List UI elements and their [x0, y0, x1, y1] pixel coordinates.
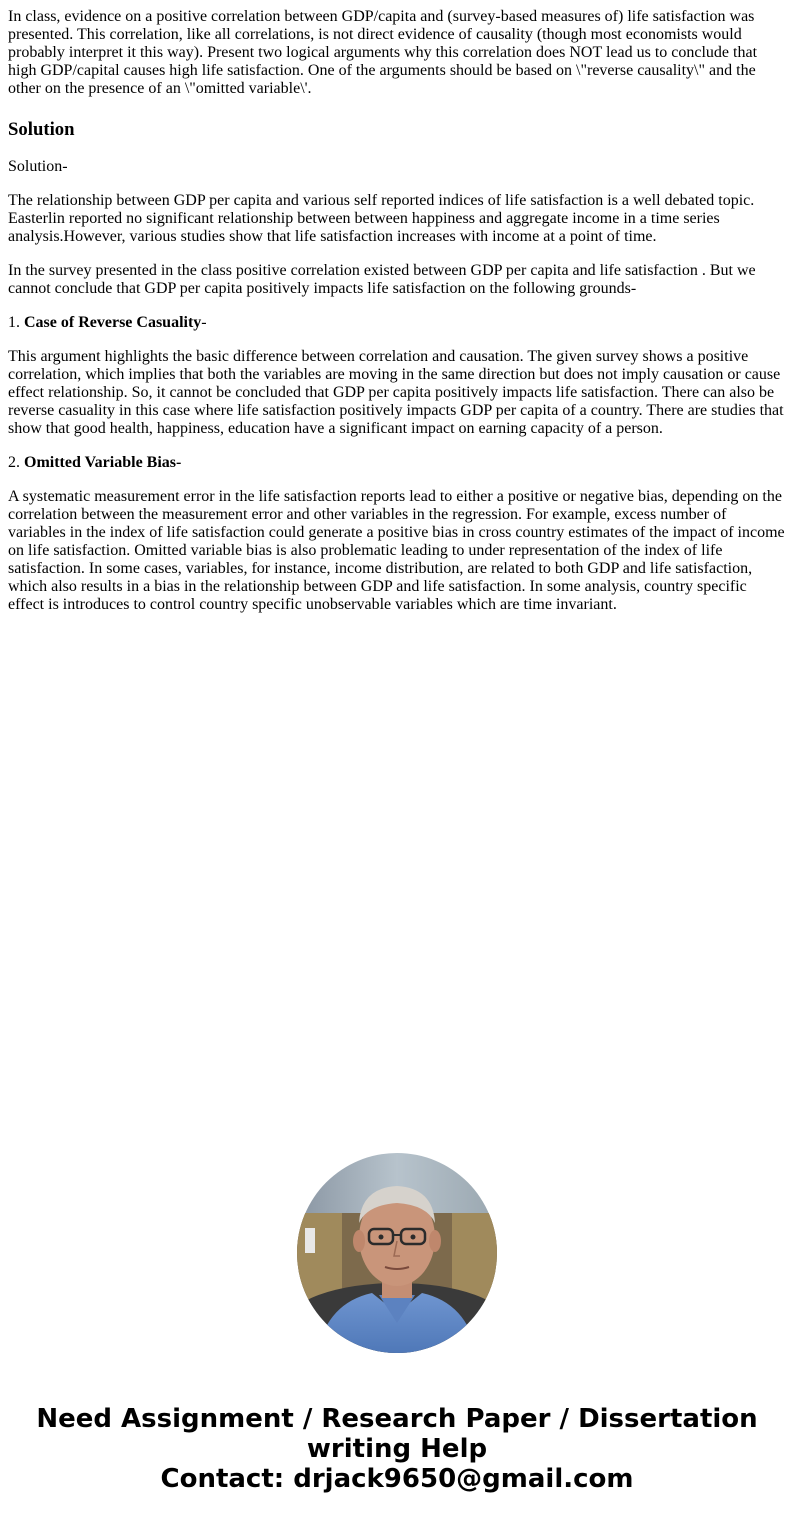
promo-contact: Contact: drjack9650@gmail.com [160, 1464, 634, 1494]
point-1-suffix: - [201, 314, 207, 331]
promo-banner [0, 1404, 794, 1494]
point-2-body: A systematic measurement error in the life satisfaction reports lead to either a positive or negative bias, depending on the correlation between the measurement error and other variables in the regression. For example, excess number of variables in the index of life satisfaction could generate a positive bias in cross country estimates of the impact of income on life satisfaction. Omitted variable bias is also problematic leading to under representation of the index of life satisfaction. In some cases, variables, for instance, income distribution, are related to both GDP and life satisfaction, which also results in a bias in the relationship between GDP and life satisfaction. In some analysis, country specific effect is introduces to control country specific unobservable variables which are time invariant. [8, 488, 785, 613]
promo-line-1: Need Assignment / Research Paper / Dissertation [36, 1404, 758, 1434]
intro-paragraph: The relationship between GDP per capita and various self reported indices of life satisfaction is a well debated topic. Easterlin reported no significant relationship between between happiness and aggregate income in a time series analysis.However, various studies show that life satisfaction increases with income at a point of time. [8, 192, 755, 245]
point-2-heading [8, 454, 786, 472]
point-2-title: Omitted Variable Bias- [24, 454, 182, 471]
document-body [8, 8, 786, 630]
promo-line-2: writing Help [306, 1434, 488, 1464]
point-2-number: 2. [8, 454, 24, 471]
point-1-title: Case of Reverse Casuality [24, 314, 202, 331]
survey-paragraph: In the survey presented in the class positive correlation existed between GDP per capita and life satisfaction . But we cannot conclude that GDP per capita positively impacts life satisfaction on the following grounds- [8, 262, 756, 297]
question-text: In class, evidence on a positive correlation between GDP/capita and (survey-based measures of) life satisfaction was presented. This correlation, like all correlations, is not direct evidence of causality (though most economists would probably interpret it this way). Present two logical arguments why this correlation does NOT lead us to conclude that high GDP/capital causes high life satisfaction. One of the arguments should be based on \"reverse causality\" and the other on the presence of an \"omitted variable\'. [8, 8, 758, 97]
point-1-heading [8, 314, 786, 332]
solution-heading: Solution [8, 119, 75, 140]
point-1-body: This argument highlights the basic difference between correlation and causation. The given survey shows a positive correlation, which implies that both the variables are moving in the same direction but does not imply causation or cause effect relationship. So, it cannot be concluded that GDP per capita positively impacts life satisfaction. There can also be reverse casuality in this case where life satisfaction positively impacts GDP per capita of a country. There are studies that show that good health, happiness, education have a significant impact on earning capacity of a person. [8, 348, 784, 437]
author-avatar [297, 1153, 497, 1353]
solution-label: Solution- [8, 158, 68, 175]
point-1-number: 1. [8, 314, 24, 331]
